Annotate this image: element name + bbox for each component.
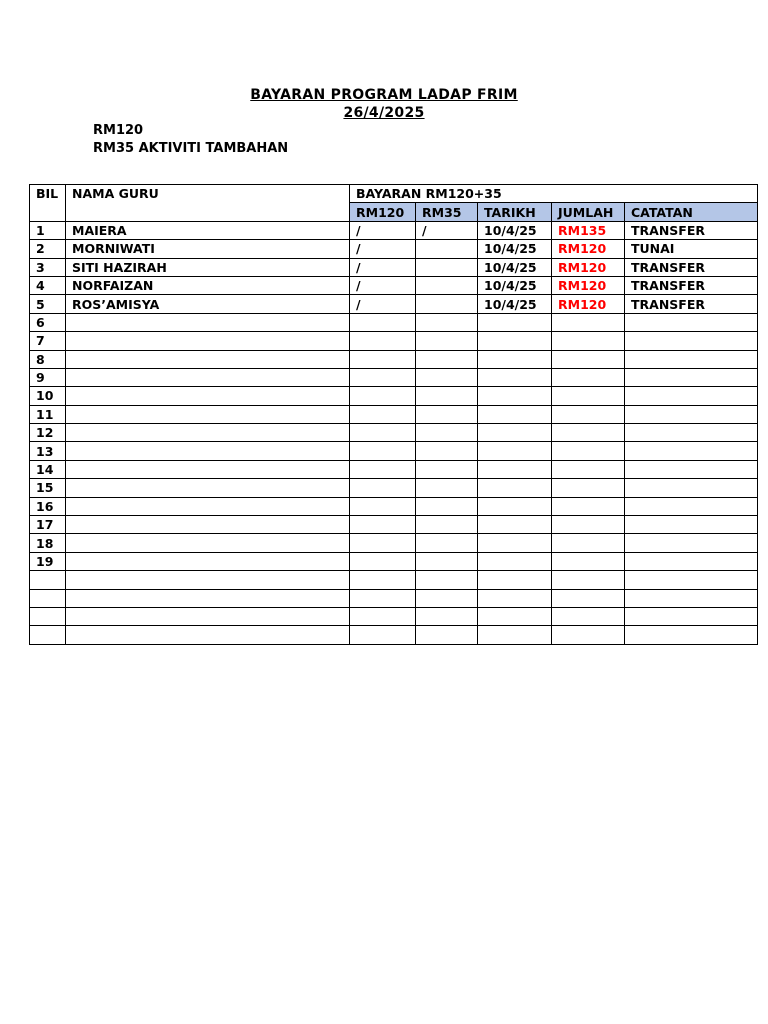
cell-nama — [66, 387, 350, 405]
cell-bil — [30, 589, 66, 607]
cell-bil: 15 — [30, 479, 66, 497]
cell-jumlah — [552, 350, 625, 368]
document-title: BAYARAN PROGRAM LADAP FRIM — [250, 87, 518, 103]
cell-catatan: TRANSFER — [625, 258, 758, 276]
cell-jumlah — [552, 368, 625, 386]
cell-tarikh: 10/4/25 — [478, 240, 552, 258]
column-header-nama-guru: NAMA GURU — [66, 185, 350, 222]
cell-rm35 — [416, 589, 478, 607]
cell-nama: ROS’AMISYA — [66, 295, 350, 313]
cell-nama: SITI HAZIRAH — [66, 258, 350, 276]
table-row — [30, 571, 758, 589]
cell-catatan — [625, 571, 758, 589]
cell-rm35 — [416, 276, 478, 294]
cell-rm120: / — [350, 240, 416, 258]
cell-jumlah — [552, 497, 625, 515]
cell-rm35 — [416, 424, 478, 442]
cell-tarikh — [478, 313, 552, 331]
table-row — [30, 497, 758, 515]
table-row — [30, 424, 758, 442]
cell-catatan — [625, 552, 758, 570]
cell-rm35 — [416, 497, 478, 515]
table-row — [30, 313, 758, 331]
cell-tarikh — [478, 516, 552, 534]
cell-catatan — [625, 589, 758, 607]
cell-bil — [30, 626, 66, 644]
cell-rm120 — [350, 607, 416, 625]
cell-jumlah — [552, 626, 625, 644]
cell-rm35 — [416, 313, 478, 331]
table-row — [30, 460, 758, 478]
column-header-tarikh: TARIKH — [478, 203, 552, 221]
column-header-bil: BIL — [30, 185, 66, 222]
table-row — [30, 368, 758, 386]
cell-catatan — [625, 313, 758, 331]
cell-rm120 — [350, 387, 416, 405]
cell-nama — [66, 405, 350, 423]
payment-table — [29, 184, 758, 645]
table-row — [30, 534, 758, 552]
cell-rm35 — [416, 405, 478, 423]
cell-rm120 — [350, 313, 416, 331]
cell-nama — [66, 497, 350, 515]
cell-tarikh — [478, 534, 552, 552]
table-row — [30, 276, 758, 294]
table-row — [30, 240, 758, 258]
cell-tarikh — [478, 442, 552, 460]
cell-rm35 — [416, 552, 478, 570]
cell-bil: 10 — [30, 387, 66, 405]
cell-jumlah — [552, 442, 625, 460]
cell-tarikh — [478, 589, 552, 607]
cell-tarikh — [478, 368, 552, 386]
table-row — [30, 295, 758, 313]
cell-rm120 — [350, 497, 416, 515]
cell-rm120: / — [350, 276, 416, 294]
cell-tarikh — [478, 405, 552, 423]
cell-bil: 19 — [30, 552, 66, 570]
table-row — [30, 516, 758, 534]
cell-jumlah: RM135 — [552, 221, 625, 239]
cell-jumlah — [552, 313, 625, 331]
cell-rm35: / — [416, 221, 478, 239]
cell-catatan — [625, 534, 758, 552]
table-row — [30, 552, 758, 570]
column-header-rm120: RM120 — [350, 203, 416, 221]
cell-catatan — [625, 479, 758, 497]
table-row — [30, 589, 758, 607]
cell-bil: 6 — [30, 313, 66, 331]
document-header — [0, 86, 768, 122]
cell-nama — [66, 589, 350, 607]
cell-nama: NORFAIZAN — [66, 276, 350, 294]
cell-nama — [66, 313, 350, 331]
fee-note: RM35 AKTIVITI TAMBAHAN — [93, 141, 289, 156]
cell-jumlah — [552, 534, 625, 552]
cell-nama — [66, 368, 350, 386]
cell-catatan: TRANSFER — [625, 276, 758, 294]
cell-tarikh — [478, 497, 552, 515]
cell-nama — [66, 332, 350, 350]
cell-rm35 — [416, 442, 478, 460]
cell-rm120 — [350, 552, 416, 570]
cell-nama — [66, 424, 350, 442]
cell-rm35 — [416, 387, 478, 405]
cell-rm35 — [416, 368, 478, 386]
cell-rm120 — [350, 516, 416, 534]
column-header-rm35: RM35 — [416, 203, 478, 221]
cell-tarikh: 10/4/25 — [478, 295, 552, 313]
cell-catatan — [625, 368, 758, 386]
cell-jumlah — [552, 607, 625, 625]
cell-jumlah — [552, 387, 625, 405]
cell-rm120 — [350, 460, 416, 478]
cell-rm35 — [416, 350, 478, 368]
cell-jumlah — [552, 571, 625, 589]
cell-catatan — [625, 516, 758, 534]
cell-nama — [66, 350, 350, 368]
cell-bil — [30, 571, 66, 589]
cell-nama — [66, 571, 350, 589]
cell-bil: 4 — [30, 276, 66, 294]
cell-tarikh — [478, 552, 552, 570]
table-header-row — [30, 185, 758, 203]
table-row — [30, 332, 758, 350]
cell-catatan — [625, 497, 758, 515]
cell-bil: 9 — [30, 368, 66, 386]
cell-tarikh: 10/4/25 — [478, 258, 552, 276]
cell-rm120 — [350, 571, 416, 589]
cell-bil: 18 — [30, 534, 66, 552]
cell-catatan — [625, 442, 758, 460]
cell-bil: 1 — [30, 221, 66, 239]
cell-bil: 2 — [30, 240, 66, 258]
cell-catatan — [625, 424, 758, 442]
cell-rm35 — [416, 258, 478, 276]
cell-nama — [66, 552, 350, 570]
cell-nama — [66, 460, 350, 478]
table-row — [30, 350, 758, 368]
cell-tarikh — [478, 350, 552, 368]
cell-jumlah: RM120 — [552, 258, 625, 276]
cell-rm120 — [350, 405, 416, 423]
cell-catatan — [625, 607, 758, 625]
cell-jumlah — [552, 424, 625, 442]
cell-jumlah: RM120 — [552, 276, 625, 294]
cell-catatan — [625, 460, 758, 478]
cell-rm120: / — [350, 295, 416, 313]
cell-nama — [66, 442, 350, 460]
cell-rm35 — [416, 607, 478, 625]
cell-rm35 — [416, 534, 478, 552]
cell-catatan — [625, 350, 758, 368]
cell-rm120 — [350, 332, 416, 350]
cell-bil: 8 — [30, 350, 66, 368]
cell-nama — [66, 479, 350, 497]
cell-catatan — [625, 405, 758, 423]
cell-bil: 13 — [30, 442, 66, 460]
table-row — [30, 387, 758, 405]
cell-rm120 — [350, 368, 416, 386]
fee-note: RM120 — [93, 123, 144, 138]
table-row — [30, 626, 758, 644]
cell-jumlah — [552, 332, 625, 350]
table-row — [30, 442, 758, 460]
cell-nama: MAIERA — [66, 221, 350, 239]
cell-catatan — [625, 387, 758, 405]
cell-tarikh — [478, 479, 552, 497]
cell-rm120 — [350, 626, 416, 644]
cell-bil: 11 — [30, 405, 66, 423]
cell-rm35 — [416, 626, 478, 644]
cell-jumlah: RM120 — [552, 295, 625, 313]
cell-nama — [66, 534, 350, 552]
document-date: 26/4/2025 — [343, 105, 425, 121]
cell-tarikh — [478, 387, 552, 405]
cell-nama: MORNIWATI — [66, 240, 350, 258]
cell-rm120 — [350, 589, 416, 607]
table-row — [30, 258, 758, 276]
cell-rm35 — [416, 460, 478, 478]
cell-rm35 — [416, 479, 478, 497]
cell-rm35 — [416, 295, 478, 313]
table-row — [30, 405, 758, 423]
column-header-jumlah: JUMLAH — [552, 203, 625, 221]
cell-jumlah — [552, 405, 625, 423]
cell-nama — [66, 626, 350, 644]
cell-rm120 — [350, 424, 416, 442]
column-group-header-bayaran: BAYARAN RM120+35 — [350, 185, 758, 203]
cell-jumlah — [552, 479, 625, 497]
cell-tarikh — [478, 626, 552, 644]
cell-tarikh — [478, 607, 552, 625]
cell-jumlah — [552, 516, 625, 534]
cell-bil: 17 — [30, 516, 66, 534]
cell-rm120 — [350, 442, 416, 460]
cell-tarikh: 10/4/25 — [478, 221, 552, 239]
table-row — [30, 479, 758, 497]
cell-bil: 5 — [30, 295, 66, 313]
cell-tarikh — [478, 460, 552, 478]
cell-bil: 16 — [30, 497, 66, 515]
cell-jumlah — [552, 589, 625, 607]
cell-catatan: TUNAI — [625, 240, 758, 258]
fee-notes — [93, 122, 288, 158]
cell-bil: 7 — [30, 332, 66, 350]
cell-jumlah: RM120 — [552, 240, 625, 258]
cell-tarikh — [478, 332, 552, 350]
cell-rm35 — [416, 240, 478, 258]
cell-catatan: TRANSFER — [625, 295, 758, 313]
cell-rm120 — [350, 479, 416, 497]
cell-rm120: / — [350, 258, 416, 276]
cell-rm35 — [416, 516, 478, 534]
cell-catatan — [625, 626, 758, 644]
cell-bil: 12 — [30, 424, 66, 442]
cell-jumlah — [552, 552, 625, 570]
cell-nama — [66, 516, 350, 534]
cell-catatan: TRANSFER — [625, 221, 758, 239]
cell-bil: 14 — [30, 460, 66, 478]
cell-bil: 3 — [30, 258, 66, 276]
cell-catatan — [625, 332, 758, 350]
cell-tarikh — [478, 424, 552, 442]
cell-rm120 — [350, 534, 416, 552]
cell-nama — [66, 607, 350, 625]
cell-tarikh: 10/4/25 — [478, 276, 552, 294]
cell-tarikh — [478, 571, 552, 589]
cell-jumlah — [552, 460, 625, 478]
column-header-catatan: CATATAN — [625, 203, 758, 221]
cell-rm120 — [350, 350, 416, 368]
cell-rm120: / — [350, 221, 416, 239]
cell-bil — [30, 607, 66, 625]
table-row — [30, 221, 758, 239]
table-row — [30, 607, 758, 625]
cell-rm35 — [416, 571, 478, 589]
cell-rm35 — [416, 332, 478, 350]
